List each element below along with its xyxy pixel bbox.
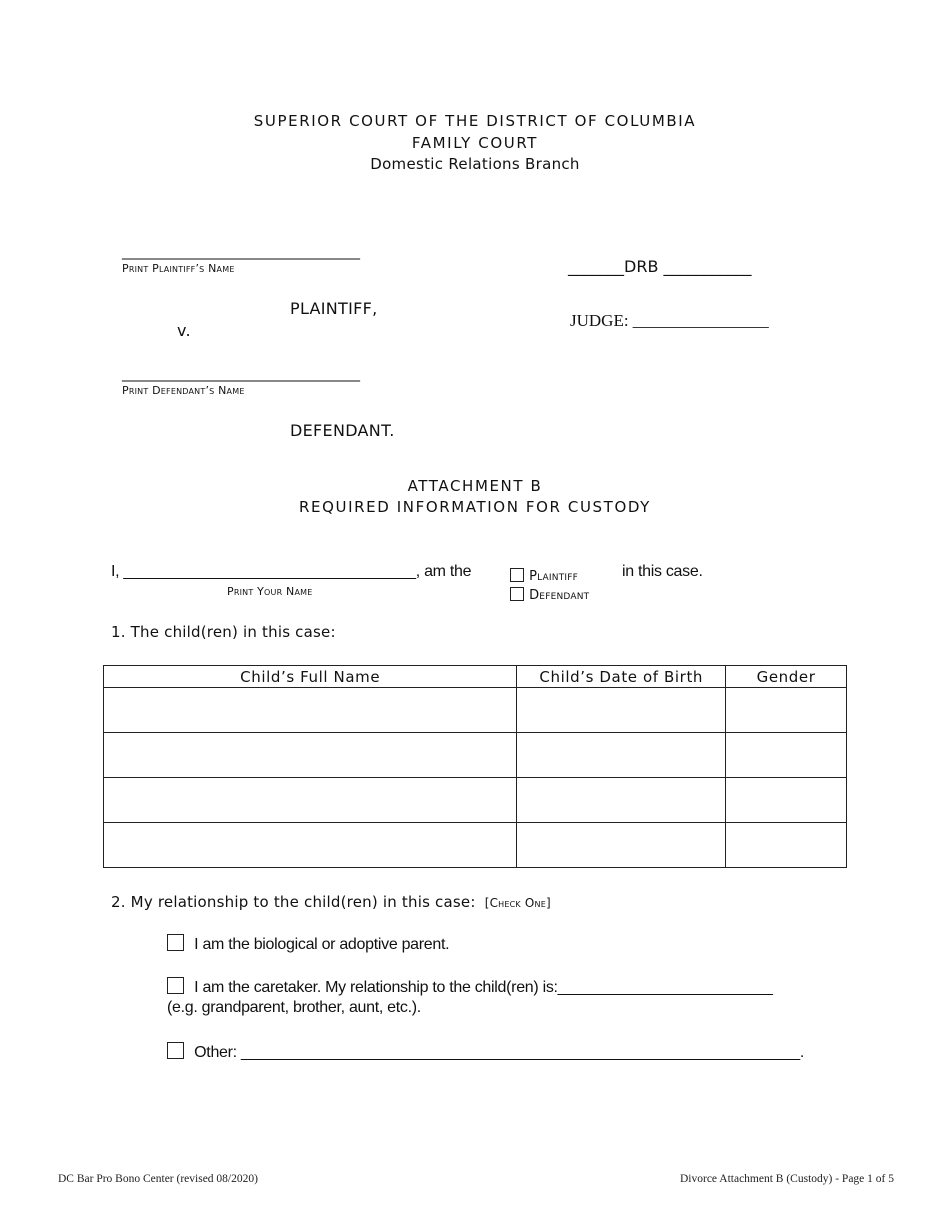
versus: v. bbox=[177, 321, 191, 340]
parent-checkbox[interactable] bbox=[167, 934, 184, 951]
court-name: SUPERIOR COURT OF THE DISTRICT OF COLUMBIA bbox=[253, 112, 697, 130]
attachment-subtitle: REQUIRED INFORMATION FOR CUSTODY bbox=[299, 498, 651, 516]
child-gender-cell[interactable] bbox=[726, 733, 847, 778]
child-name-cell[interactable] bbox=[104, 733, 517, 778]
other-option-label: Other: _________________________________________________________________. bbox=[194, 1044, 805, 1061]
child-dob-cell[interactable] bbox=[517, 823, 726, 868]
table-row bbox=[104, 688, 847, 733]
plaintiff-role: PLAINTIFF, bbox=[290, 299, 378, 318]
caretaker-option-label: I am the caretaker. My relationship to the child(ren) is:_________________________ bbox=[194, 979, 773, 996]
child-dob-cell[interactable] bbox=[517, 778, 726, 823]
caretaker-hint: (e.g. grandparent, brother, aunt, etc.). bbox=[167, 999, 421, 1016]
defendant-checkbox[interactable] bbox=[510, 587, 524, 601]
relationship-option-other[interactable] bbox=[167, 1042, 804, 1062]
plaintiff-name-field[interactable]: __________________________________ bbox=[122, 244, 360, 260]
case-number-field[interactable]: _______DRB ___________ bbox=[568, 257, 752, 276]
column-header-dob: Child’s Date of Birth bbox=[517, 666, 726, 688]
relationship-option-parent[interactable] bbox=[167, 934, 449, 954]
plaintiff-option-label: Plaintiff bbox=[529, 569, 579, 584]
declarant-name-label: Print Your Name bbox=[227, 585, 313, 598]
child-dob-cell[interactable] bbox=[517, 733, 726, 778]
child-name-cell[interactable] bbox=[104, 688, 517, 733]
other-checkbox[interactable] bbox=[167, 1042, 184, 1059]
attachment-title: ATTACHMENT B bbox=[407, 477, 543, 495]
children-table-header bbox=[104, 666, 847, 688]
plaintiff-name-label: Print Plaintiff’s Name bbox=[122, 262, 235, 275]
children-table bbox=[103, 665, 847, 868]
declarant-name-field[interactable]: I, __________________________________, am the bbox=[111, 563, 472, 580]
column-header-gender: Gender bbox=[726, 666, 847, 688]
footer-right: Divorce Attachment B (Custody) - Page 1 of 5 bbox=[680, 1173, 894, 1185]
plaintiff-option[interactable] bbox=[510, 565, 578, 584]
footer-left: DC Bar Pro Bono Center (revised 08/2020) bbox=[58, 1173, 258, 1185]
relationship-option-caretaker[interactable] bbox=[167, 977, 773, 997]
check-one-instruction: [Check One] bbox=[484, 896, 551, 910]
children-heading: 1. The child(ren) in this case: bbox=[111, 623, 336, 641]
relationship-heading: 2. My relationship to the child(ren) in this case: bbox=[111, 893, 476, 911]
relationship-heading-row bbox=[111, 892, 551, 911]
court-division: FAMILY COURT bbox=[411, 134, 539, 152]
table-row bbox=[104, 778, 847, 823]
defendant-option-label: Defendant bbox=[529, 588, 590, 603]
caretaker-checkbox[interactable] bbox=[167, 977, 184, 994]
child-name-cell[interactable] bbox=[104, 823, 517, 868]
child-gender-cell[interactable] bbox=[726, 778, 847, 823]
court-branch: Domestic Relations Branch bbox=[370, 155, 580, 173]
child-dob-cell[interactable] bbox=[517, 688, 726, 733]
defendant-name-label: Print Defendant’s Name bbox=[122, 384, 245, 397]
table-row bbox=[104, 823, 847, 868]
defendant-name-field[interactable]: __________________________________ bbox=[122, 366, 360, 382]
plaintiff-checkbox[interactable] bbox=[510, 568, 524, 582]
parent-option-label: I am the biological or adoptive parent. bbox=[194, 936, 450, 953]
child-name-cell[interactable] bbox=[104, 778, 517, 823]
judge-field[interactable]: JUDGE: ________________ bbox=[570, 311, 769, 330]
child-gender-cell[interactable] bbox=[726, 688, 847, 733]
child-gender-cell[interactable] bbox=[726, 823, 847, 868]
defendant-role: DEFENDANT. bbox=[290, 421, 395, 440]
defendant-option[interactable] bbox=[510, 584, 589, 603]
table-row bbox=[104, 733, 847, 778]
column-header-name: Child’s Full Name bbox=[104, 666, 517, 688]
declarant-suffix: in this case. bbox=[622, 563, 703, 580]
